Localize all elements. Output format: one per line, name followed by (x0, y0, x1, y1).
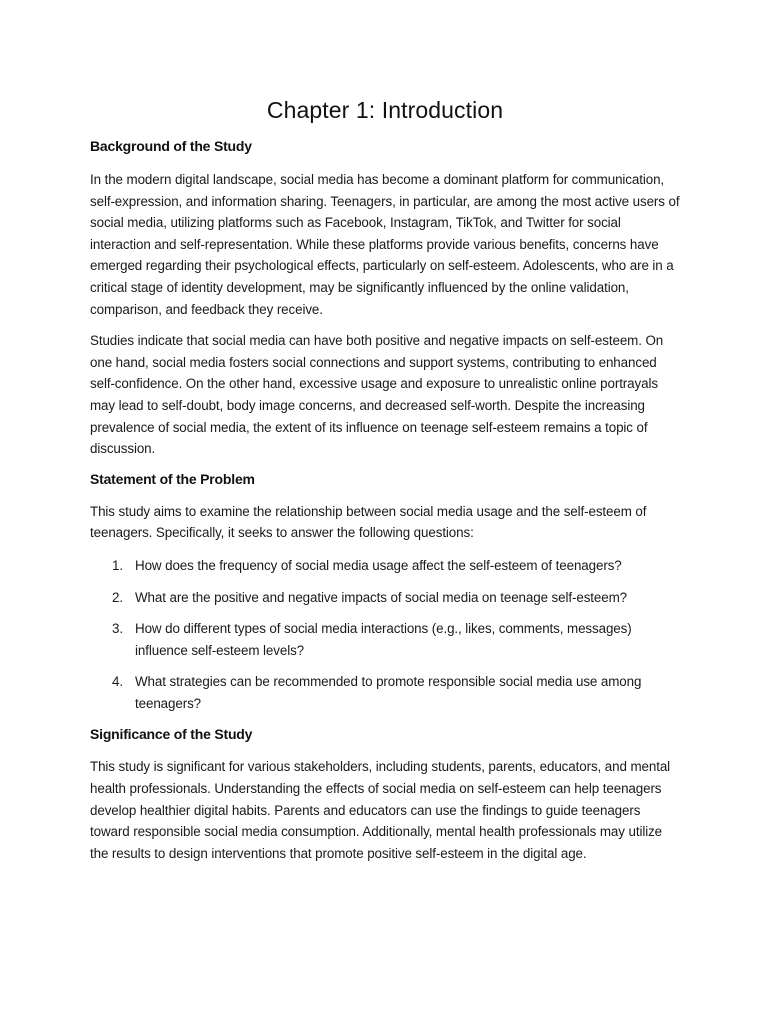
significance-paragraph: This study is significant for various stakeholders, including students, parents, educators, and mental health professionals. Understanding the effects of social media on self-esteem can help teenagers develop healthier digital habits. Parents and educators can use the findings to guide teenagers toward responsible social media consumption. Additionally, mental health professionals may utilize the results to design interventions that promote positive self-esteem in the digital age. (90, 759, 671, 861)
research-questions-list (90, 555, 680, 715)
section-heading-background: Background of the Study (90, 138, 252, 154)
list-item-text: How does the frequency of social media usage affect the self-esteem of teenagers? (135, 557, 622, 573)
list-item-number: 1. (112, 557, 123, 573)
page-title: Chapter 1: Introduction (266, 97, 504, 123)
list-item (90, 555, 680, 577)
section-heading-significance: Significance of the Study (90, 726, 253, 743)
list-item (90, 618, 680, 661)
list-item-text: What are the positive and negative impacts of social media on teenage self-esteem? (135, 589, 628, 605)
problem-intro-paragraph: This study aims to examine the relationship between social media usage and the self-esteem of teenagers. Specifically, it seeks to answer the following questions: (90, 503, 647, 541)
list-item-number: 2. (112, 589, 123, 605)
list-item (90, 587, 680, 609)
background-paragraph-1: In the modern digital landscape, social media has become a dominant platform for communication, self-expression, and information sharing. Teenagers, in particular, are among the most active users of social media, utilizing platforms such as Facebook, Instagram, TikTok, and Twitter for social interaction and self-representation. While these platforms provide various benefits, concerns have emerged regarding their psychological effects, particularly on self-esteem. Adolescents, who are in a critical stage of identity development, may be significantly influenced by the online validation, comparison, and feedback they receive. (90, 172, 680, 317)
list-item-number: 4. (112, 674, 123, 690)
section-heading-problem: Statement of the Problem (90, 470, 255, 487)
list-item-text: How do different types of social media interactions (e.g., likes, comments, messages) influence self-esteem levels? (135, 621, 632, 658)
list-item-number: 3. (112, 621, 123, 637)
list-item-text: What strategies can be recommended to promote responsible social media use among teenagers? (135, 674, 642, 711)
background-paragraph-2: Studies indicate that social media can have both positive and negative impacts on self-esteem. On one hand, social media fosters social connections and support systems, contributing to enhanced self-confidence. On the other hand, excessive usage and exposure to unrealistic online portrayals may lead to self-doubt, body image concerns, and decreased self-worth. Despite the increasing prevalence of social media, the extent of its influence on teenage self-esteem remains a topic of discussion. (90, 333, 664, 457)
document-page (90, 0, 680, 864)
list-item (90, 671, 680, 714)
